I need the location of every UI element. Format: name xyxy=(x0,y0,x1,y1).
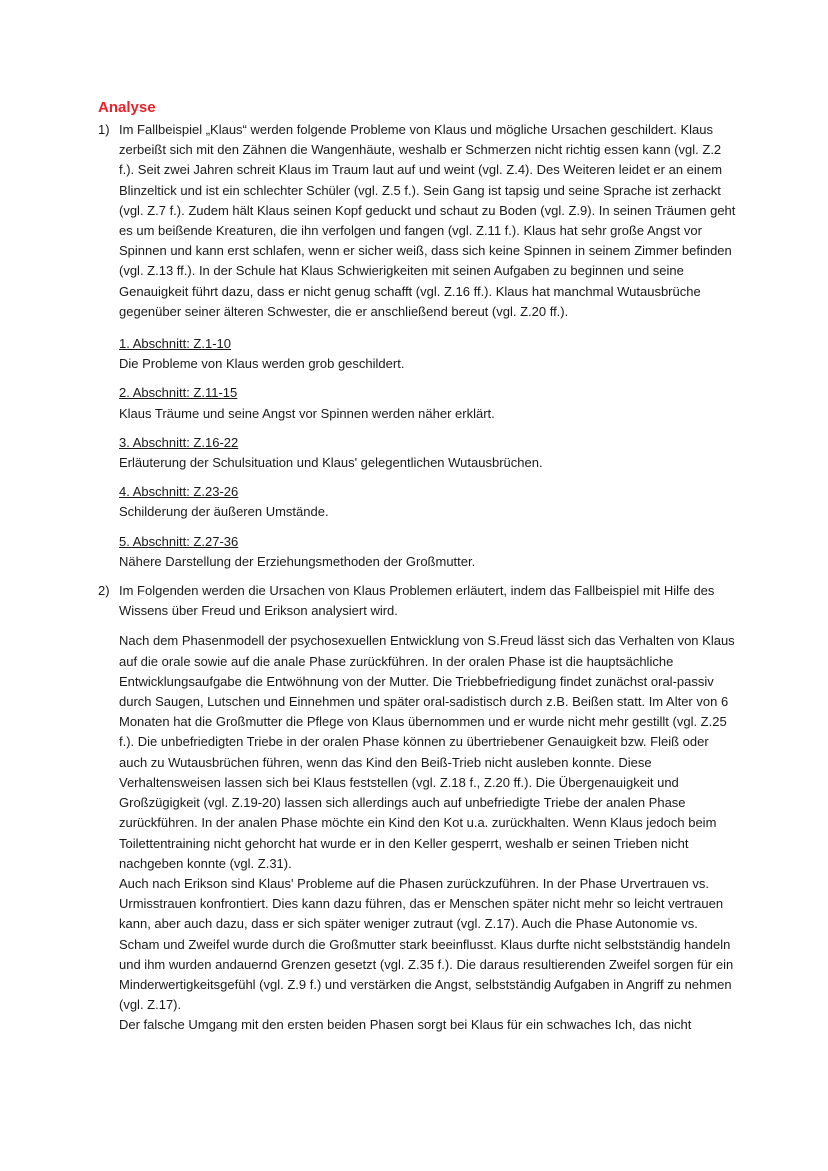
paragraph-erikson: Auch nach Erikson sind Klaus' Probleme auf die Phasen zurückzuführen. In der Phase Urvertrauen vs. Urmisstrauen konfrontiert. Dies kann dazu führen, das er Menschen später nicht mehr so leicht vertrauen kann, aber auch dazu, dass er sich später weniger zutraut (vgl. Z.17). Auch die Phase Autonomie vs. Scham und Zweifel wurde durch die Großmutter stark beeinflusst. Klaus durfte nicht selbstständig handeln und ihm wurden andauernd Grenzen gesetzt (vgl. Z.35 f.). Die daraus resultierenden Zweifel sorgen für ein Minderwertigkeitsgefühl (vgl. Z.9 f.) und verstärken die Angst, selbstständig Aufgaben in Angriff zu nehmen (vgl. Z.17). xyxy=(119,875,734,1013)
page-title: Analyse xyxy=(98,99,156,116)
analysis-body xyxy=(98,631,738,1035)
item-2-intro: Im Folgenden werden die Ursachen von Klaus Problemen erläutert, indem das Fallbeispiel mit Hilfe des Wissens über Freud und Erikson analysiert wird. xyxy=(119,583,715,619)
item-1-text: Im Fallbeispiel „Klaus“ werden folgende Probleme von Klaus und mögliche Ursachen geschildert. Klaus zerbeißt sich mit den Zähnen die Wangenhäute, weshalb er Schmerzen nicht richtig essen kann (vgl. Z.2 f.). Seit zwei Jahren schreit Klaus im Traum laut auf und weint (vgl. Z.4). Des Weiteren leidet er an einem Blinzeltick und ist ein schlechter Schüler (vgl. Z.5 f.). Sein Gang ist tapsig und seine Sprache ist zerhackt (vgl. Z.7 f.). Zudem hält Klaus seinen Kopf geduckt und schaut zu Boden (vgl. Z.9). In seinen Träumen geht es um beißende Kreaturen, die ihn verfolgen und fangen (vgl. Z.11 f.). Klaus hat sehr große Angst vor Spinnen und kann erst schlafen, wenn er sicher weiß, dass sich keine Spinnen in seinem Zimmer befinden (vgl. Z.13 ff.). In der Schule hat Klaus Schwierigkeiten mit seinen Aufgaben zu beginnen und seine Genauigkeit führt dazu, dass er nicht genug schafft (vgl. Z.16 ff.). Klaus hat manchmal Wutausbrüche gegenüber seiner älteren Schwester, die er anschließend bereut (vgl. Z.20 ff.). xyxy=(119,122,736,319)
paragraph-freud: Nach dem Phasenmodell der psychosexuellen Entwicklung von S.Freud lässt sich das Verhalten von Klaus auf die orale sowie auf die anale Phase zurückführen. In der oralen Phase ist die hauptsächliche Entwicklungsaufgabe die Entwöhnung von der Mutter. Die Triebbefriedigung findet zunächst oral-passiv durch Saugen, Lutschen und Einnehmen und später oral-sadistisch durch z.B. Beißen statt. Im Alter von 6 Monaten hat die Großmutter die Pflege von Klaus übernommen und er wurde nicht mehr gestillt (vgl. Z.25 f.). Die unbefriedigten Triebe in der oralen Phase können zu übertriebener Genauigkeit bzw. Fleiß oder auch zu Wutausbrüchen führen, wenn das Kind den Beiß-Trieb nicht ausleben konnte. Diese Verhaltensweisen lassen sich bei Klaus feststellen (vgl. Z.18 f., Z.20 ff.). Die Übergenauigkeit und Großzügigkeit (vgl. Z.19-20) lassen sich allerdings auch auf unbefriedigte Triebe der analen Phase zurückführen. In der analen Phase möchte ein Kind den Kot u.a. zurückhalten. Wenn Klaus jedoch beim Toilettentraining nicht gehorcht hat wurde er in den Keller gesperrt, weshalb er seinen Trieben nicht nachgeben konnte (vgl. Z.31). xyxy=(119,633,735,871)
list-item-2 xyxy=(98,581,738,621)
section-summary-list xyxy=(98,334,738,572)
section-summary xyxy=(119,334,738,374)
document-page xyxy=(98,98,738,1036)
section-text: Klaus Träume und seine Angst vor Spinnen werden näher erklärt. xyxy=(119,405,495,421)
section-summary xyxy=(119,532,738,572)
section-summary xyxy=(119,383,738,423)
section-text: Nähere Darstellung der Erziehungsmethoden der Großmutter. xyxy=(119,553,476,569)
section-heading: 4. Abschnitt: Z.23-26 xyxy=(119,484,239,500)
section-summary xyxy=(119,482,738,522)
section-heading: 3. Abschnitt: Z.16-22 xyxy=(119,434,239,450)
paragraph-conclusion: Der falsche Umgang mit den ersten beiden Phasen sorgt bei Klaus für ein schwaches Ich, das nicht xyxy=(119,1017,692,1033)
item-number-2: 2) xyxy=(98,583,110,599)
section-text: Die Probleme von Klaus werden grob geschildert. xyxy=(119,356,405,372)
section-heading: 2. Abschnitt: Z.11-15 xyxy=(119,385,238,401)
section-text: Schilderung der äußeren Umstände. xyxy=(119,504,329,520)
item-number-1: 1) xyxy=(98,122,110,137)
section-heading: 5. Abschnitt: Z.27-36 xyxy=(119,533,239,549)
section-text: Erläuterung der Schulsituation und Klaus' gelegentlichen Wutausbrüchen. xyxy=(119,455,543,471)
section-heading: 1. Abschnitt: Z.1-10 xyxy=(119,336,232,352)
section-summary xyxy=(119,433,738,473)
list-item-1 xyxy=(98,120,738,322)
